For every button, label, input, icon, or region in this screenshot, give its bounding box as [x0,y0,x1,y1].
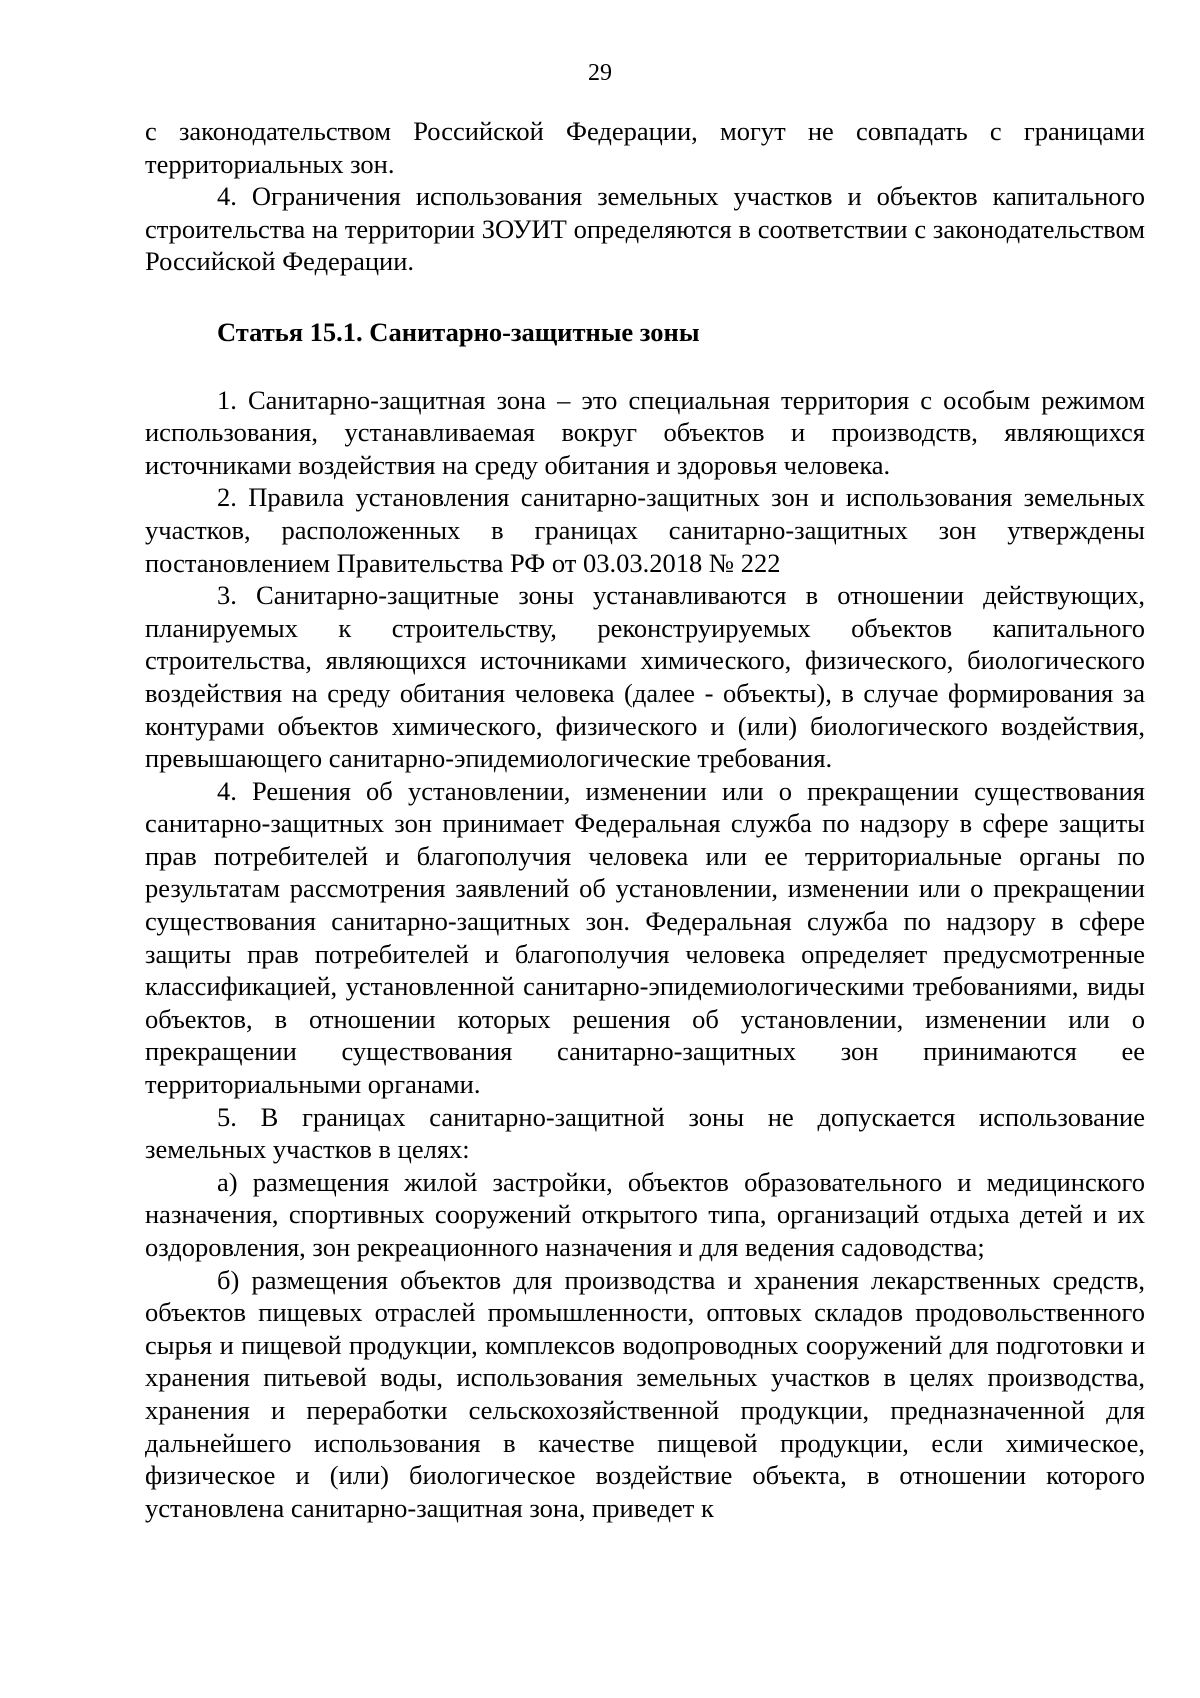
paragraph-subitem-b: б) размещения объектов для производства и хранения лекарственных средств, объектов пищевых отраслей промышленности, оптовых складов продовольственного сырья и пищевой продукции, комплексов водопроводных сооружений для подготовки и хранения питьевой воды, использования земельных участков в целях производства, хранения и переработки сельскохозяйственной продукции, предназначенной для дальнейшего использования в качестве пищевой продукции, если химическое, физическое и (или) биологическое воздействие объекта, в отношении которого установлена санитарно-защитная зона, приведет к [145,1264,1145,1523]
paragraph-item-4: 4. Ограничения использования земельных участков и объектов капитального строительства на территории ЗОУИТ определяются в соответствии с законодательством Российской Федерации. [145,181,1145,277]
page-number: 29 [588,60,612,86]
paragraph-subitem-a: а) размещения жилой застройки, объектов образовательного и медицинского назначения, спортивных сооружений открытого типа, организаций отдыха детей и их оздоровления, зон рекреационного назначения и для ведения садоводства; [145,1166,1145,1262]
document-body [145,115,1145,1524]
paragraph-item-4-decision: 4. Решения об установлении, изменении или о прекращении существования санитарно-защитных зон принимает Федеральная служба по надзору в сфере защиты прав потребителей и благополучия человека или ее территориальные органы по результатам рассмотрения заявлений об установлении, изменении или о прекращении существования санитарно-защитных зон. Федеральная служба по надзору в сфере защиты прав потребителей и благополучия человека определяет предусмотренные классификацией, установленной санитарно-эпидемиологическими требованиями, виды объектов, в отношении которых решения об установлении, изменении или о прекращении существования санитарно-защитных зон принимаются ее территориальными органами. [145,775,1145,1100]
paragraph-item-5: 5. В границах санитарно-защитной зоны не допускается использование земельных участков в целях: [145,1101,1145,1165]
article-heading: Статья 15.1. Санитарно-защитные зоны [217,316,700,347]
paragraph-continuation: с законодательством Российской Федерации, могут не совпадать с границами территориальных зон. [145,116,1145,179]
paragraph-item-2: 2. Правила установления санитарно-защитных зон и использования земельных участков, расположенных в границах санитарно-защитных зон утверждены постановлением Правительства РФ от 03.03.2018 № 222 [145,482,1145,578]
paragraph-item-3: 3. Санитарно-защитные зоны устанавливаются в отношении действующих, планируемых к строительству, реконструируемых объектов капитального строительства, являющихся источниками химического, физического, биологического воздействия на среду обитания человека (далее - объекты), в случае формирования за контурами объектов химического, физического и (или) биологического воздействия, превышающего санитарно-эпидемиологические требования. [145,580,1145,774]
paragraph-item-1: 1. Санитарно-защитная зона – это специальная территория с особым режимом использования, устанавливаемая вокруг объектов и производств, являющихся источниками воздействия на среду обитания и здоровья человека. [145,384,1145,480]
